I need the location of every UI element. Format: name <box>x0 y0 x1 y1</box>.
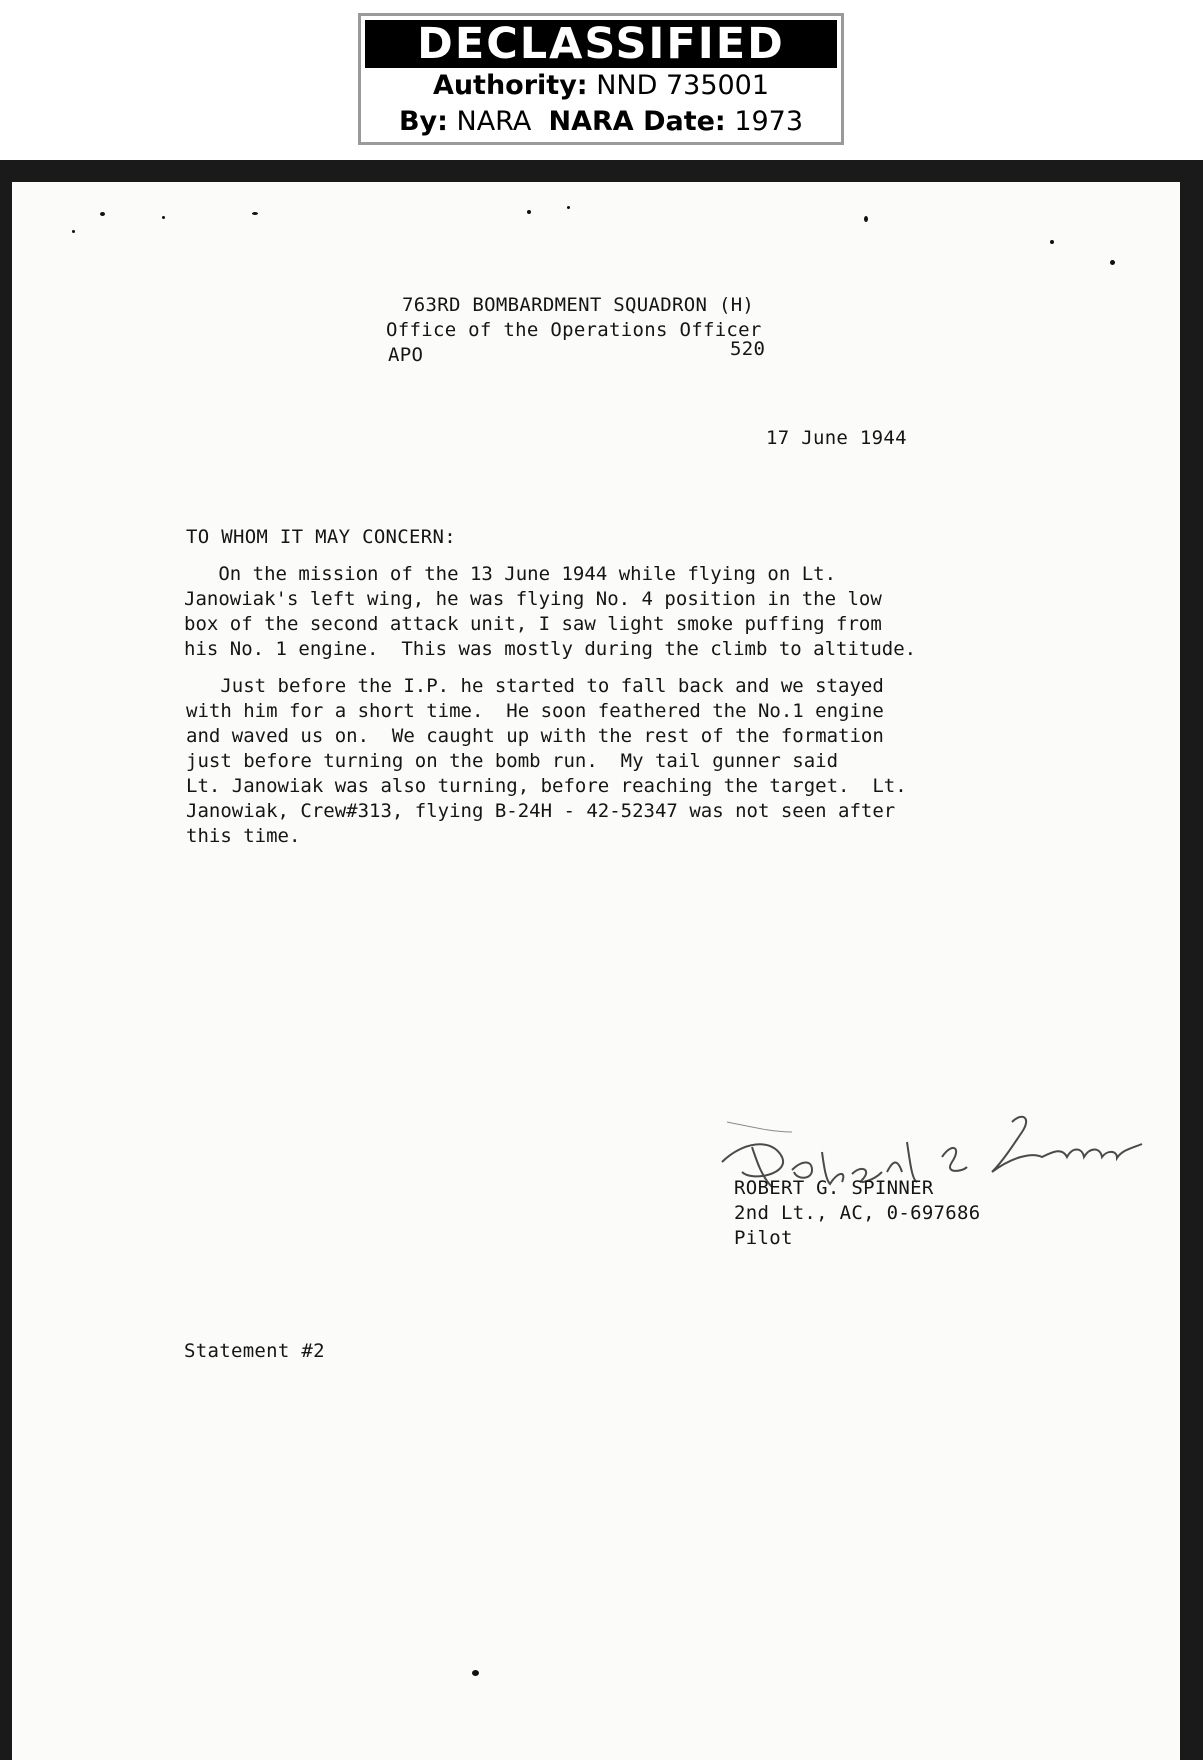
signer-name: ROBERT G. SPINNER <box>734 1177 934 1199</box>
scan-speck <box>162 216 165 219</box>
stamp-authority-value: NND 735001 <box>596 70 770 101</box>
stamp-date-value: 1973 <box>734 106 804 137</box>
document-date: 17 June 1944 <box>766 427 907 449</box>
letterhead-apo-label: APO <box>388 344 424 366</box>
scan-speck <box>864 216 868 222</box>
statement-label: Statement #2 <box>184 1340 325 1362</box>
scan-speck <box>1050 240 1054 244</box>
stamp-by-date <box>361 104 841 140</box>
scan-speck <box>100 212 105 216</box>
scanned-page-border <box>0 160 1203 1760</box>
scan-speck <box>527 210 531 214</box>
signer-role: Pilot <box>734 1227 793 1249</box>
stamp-title: DECLASSIFIED <box>365 20 837 68</box>
letterhead-office: Office of the Operations Officer <box>386 319 762 341</box>
scan-speck <box>72 230 75 233</box>
signer-rank: 2nd Lt., AC, 0-697686 <box>734 1202 981 1224</box>
stamp-by-value: NARA <box>456 106 532 137</box>
scan-speck <box>567 206 570 209</box>
salutation: TO WHOM IT MAY CONCERN: <box>186 526 456 548</box>
letterhead-unit: 763RD BOMBARDMENT SQUADRON (H) <box>402 294 755 316</box>
document-page <box>12 182 1180 1760</box>
letterhead-apo-number: 520 <box>730 338 766 360</box>
body-paragraph-2: Just before the I.P. he started to fall back and we stayed with him for a short time. He soon feathered the No.1 engine and waved us on. We caught up with the rest of the formation just before turning on the bomb run. My tail gunner said Lt. Janowiak was also turning, before reaching the target. Lt. Janowiak, Crew#313, flying B-24H - 42-52347 was not seen after this time. <box>186 675 907 847</box>
body-paragraph-1: On the mission of the 13 June 1944 while flying on Lt. Janowiak's left wing, he was flying No. 4 position in the low box of the second attack unit, I saw light smoke puffing from his No. 1 engine. This was mostly during the climb to altitude. <box>184 563 917 660</box>
declassification-stamp <box>358 13 844 145</box>
scan-speck <box>472 1670 479 1676</box>
scan-speck <box>252 212 258 215</box>
stamp-date-label: NARA Date: <box>548 106 726 137</box>
scan-speck <box>1110 260 1115 265</box>
stamp-by-label: By: <box>398 106 448 137</box>
stamp-authority-label: Authority: <box>432 70 588 101</box>
stamp-authority <box>361 68 841 104</box>
